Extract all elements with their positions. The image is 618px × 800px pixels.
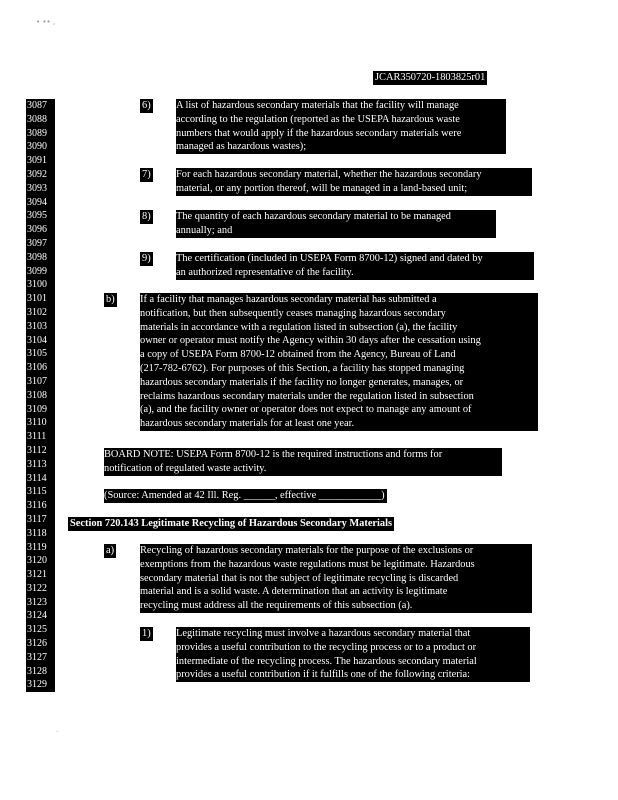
text-line: a copy of USEPA Form 8700-12 obtained from the Agency, Bureau of Land (140, 349, 456, 361)
line-number: 3114 (26, 472, 55, 486)
line-number: 3118 (26, 527, 55, 541)
line-number: 3125 (26, 623, 55, 637)
line-number: 3110 (26, 416, 55, 430)
text-line: (217-782-6762). For purposes of this Section, a facility has stopped managing (140, 362, 465, 374)
line-number: 3129 (26, 678, 55, 692)
subsection-a1-marker: 1) (142, 628, 151, 639)
line-number: 3116 (26, 499, 55, 513)
source-line: (Source: Amended at 42 Ill. Reg. ______, effective ____________) (104, 490, 385, 501)
section-heading: Section 720.143 Legitimate Recycling of Hazardous Secondary Materials (70, 518, 393, 529)
text-line: hazardous secondary materials if the facility no longer generates, manages, or (140, 376, 464, 388)
text-line: numbers that would apply if the hazardous secondary materials were (176, 127, 462, 139)
subsection-b-marker: b) (106, 294, 115, 305)
line-number: 3108 (26, 389, 55, 403)
text-line: provides a useful contribution if it fulfills one of the following criteria: (176, 669, 471, 681)
text-line: A list of hazardous secondary materials that the facility will manage (176, 100, 459, 111)
line-number: 3120 (26, 554, 55, 568)
line-number: 3106 (26, 361, 55, 375)
text-line: recycling must address all the requirements of this subsection (a). (140, 600, 413, 612)
item-9-text (176, 252, 534, 280)
line-number-column (26, 99, 56, 692)
item-8-text (176, 210, 496, 238)
line-number: 3087 (26, 99, 55, 113)
line-number: 3100 (26, 278, 55, 292)
line-number: 3124 (26, 609, 55, 623)
item-7-text (176, 168, 532, 196)
document-id: JCAR350720-1803825r01 (375, 72, 486, 83)
line-number: 3104 (26, 334, 55, 348)
text-line: BOARD NOTE: USEPA Form 8700-12 is the required instructions and forms for (104, 449, 443, 460)
text-line: an authorized representative of the facility. (176, 266, 354, 278)
text-line: secondary material that is not the subject of legitimate recycling is discarded (140, 572, 459, 584)
text-line: material and is a solid waste. A determination that an activity is legitimate (140, 586, 448, 598)
line-number: 3109 (26, 403, 55, 417)
text-line: owner or operator must notify the Agency within 30 days after the cessation using (140, 335, 481, 347)
text-line: For each hazardous secondary material, whether the hazardous secondary (176, 169, 482, 180)
line-number: 3091 (26, 154, 55, 168)
scan-marks: • •• , (36, 18, 56, 26)
text-line: managed as hazardous wastes); (176, 141, 307, 153)
line-number: 3126 (26, 637, 55, 651)
text-line: The certification (included in USEPA Form 8700-12) signed and dated by (176, 253, 483, 264)
line-number: 3101 (26, 292, 55, 306)
line-number: 3127 (26, 651, 55, 665)
line-number: 3088 (26, 113, 55, 127)
line-number: 3094 (26, 196, 55, 210)
line-number: 3128 (26, 665, 55, 679)
text-line: according to the regulation (reported as the USEPA hazardous waste (176, 113, 460, 125)
text-line: provides a useful contribution to the recycling process or to a product or (176, 641, 477, 653)
line-number: 3105 (26, 347, 55, 361)
line-number: 3102 (26, 306, 55, 320)
board-note (104, 448, 502, 476)
line-number: 3121 (26, 568, 55, 582)
line-number: 3090 (26, 140, 55, 154)
text-line: If a facility that manages hazardous secondary material has submitted a (140, 294, 437, 305)
line-number: 3093 (26, 182, 55, 196)
line-number: 3089 (26, 127, 55, 141)
line-number: 3113 (26, 458, 55, 472)
text-line: notification of regulated waste activity. (104, 462, 267, 474)
line-number: 3096 (26, 223, 55, 237)
line-number: 3119 (26, 541, 55, 555)
text-line: material, or any portion thereof, will be managed in a land-based unit; (176, 182, 468, 194)
line-number: 3103 (26, 320, 55, 334)
line-number: 3115 (26, 485, 55, 499)
text-line: materials in accordance with a regulation listed in subsection (a), the facility (140, 321, 458, 333)
item-6-marker: 6) (142, 100, 151, 111)
subsection-a-marker: a) (106, 545, 115, 556)
line-number: 3111 (26, 430, 55, 444)
line-number: 3092 (26, 168, 55, 182)
text-line: Recycling of hazardous secondary materials for the purpose of the exclusions or (140, 545, 474, 556)
text-line: intermediate of the recycling process. The hazardous secondary material (176, 655, 477, 667)
line-number: 3095 (26, 209, 55, 223)
text-line: annually; and (176, 224, 233, 236)
line-number: 3117 (26, 513, 55, 527)
footer-mark: · (56, 728, 59, 736)
subsection-a-text (140, 544, 532, 613)
line-number: 3097 (26, 237, 55, 251)
item-6-text (176, 99, 506, 154)
text-line: reclaims hazardous secondary materials under the regulation listed in subsection (140, 390, 474, 402)
line-number: 3099 (26, 265, 55, 279)
item-8-marker: 8) (142, 211, 151, 222)
subsection-b-text (140, 293, 538, 431)
item-9-marker: 9) (142, 253, 151, 264)
text-line: The quantity of each hazardous secondary material to be managed (176, 211, 451, 222)
text-line: exemptions from the hazardous waste regulations must be legitimate. Hazardous (140, 558, 475, 570)
text-line: (a), and the facility owner or operator does not expect to manage any amount of (140, 404, 472, 416)
line-number: 3122 (26, 582, 55, 596)
line-number: 3123 (26, 596, 55, 610)
item-7-marker: 7) (142, 169, 151, 180)
text-line: Legitimate recycling must involve a hazardous secondary material that (176, 628, 471, 639)
subsection-a1-text (176, 627, 530, 682)
line-number: 3112 (26, 444, 55, 458)
text-line: notification, but then subsequently ceases managing hazardous secondary (140, 307, 446, 319)
text-line: hazardous secondary materials for at least one year. (140, 418, 355, 430)
line-number: 3098 (26, 251, 55, 265)
line-number: 3107 (26, 375, 55, 389)
